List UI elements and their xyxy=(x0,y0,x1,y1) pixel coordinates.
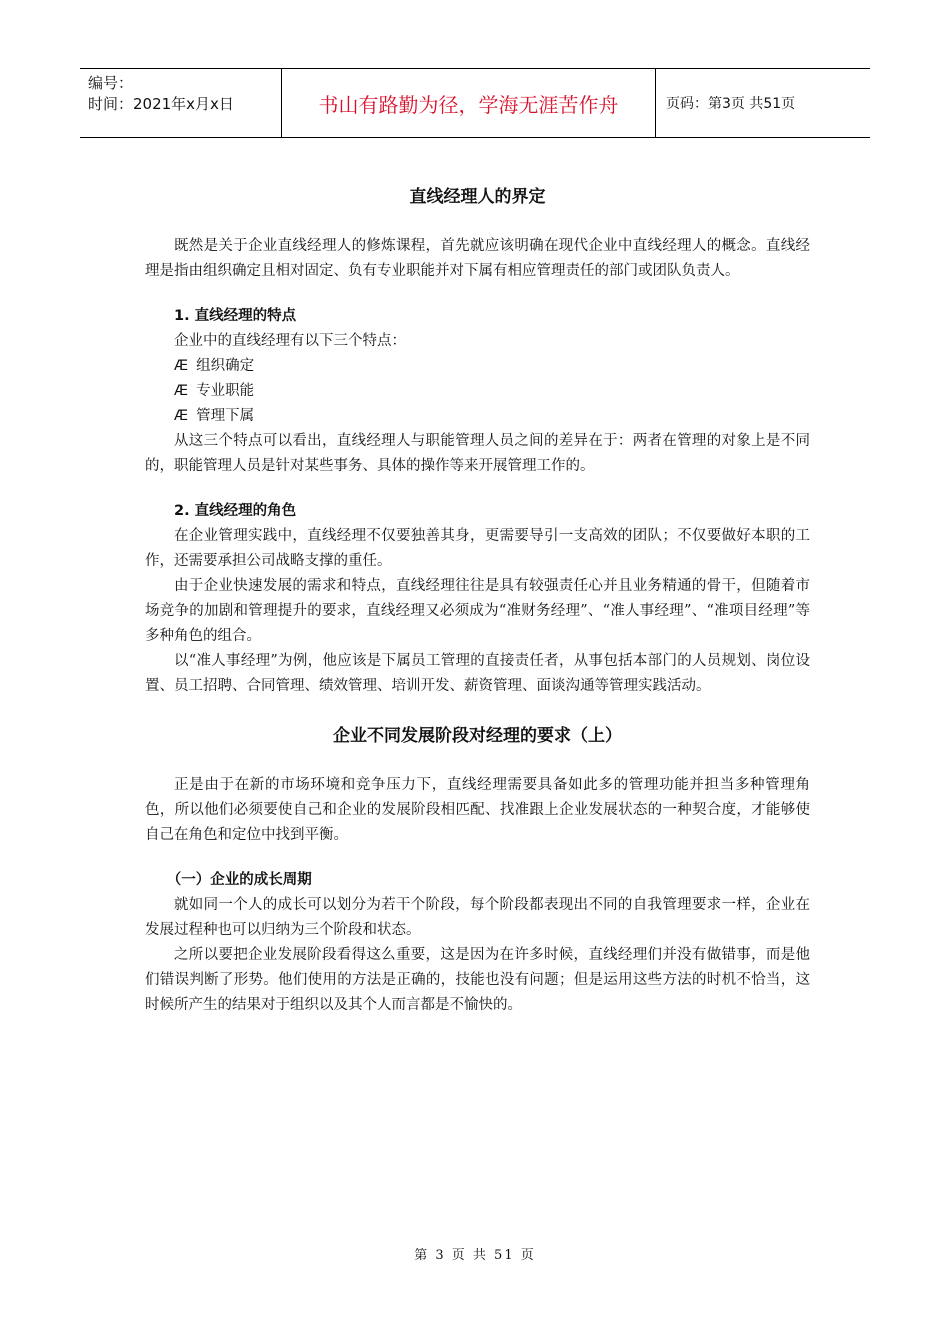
bullet-item xyxy=(145,379,810,404)
page-footer: 第 3 页 共 51 页 xyxy=(414,1248,536,1263)
growth-paragraph: 之所以要把企业发展阶段看得这么重要，这是因为在许多时候，直线经理们并没有做错事，而是他们错误判断了形势。他们使用的方法是正确的，技能也没有问题；但是运用这些方法的时机不恰当，这时候所产生的结果对于组织以及其个人而言都是不愉快的。 xyxy=(145,947,810,1013)
header-number-label: 编号： xyxy=(88,74,134,92)
characteristics-conclusion: 从这三个特点可以看出，直线经理人与职能管理人员之间的差异在于：两者在管理的对象上是不同的，职能管理人员是针对某些事务、具体的操作等来开展管理工作的。 xyxy=(145,433,810,474)
subheading-characteristics: 1. 直线经理的特点 xyxy=(174,308,297,324)
bullet-mark: Æ xyxy=(174,383,189,399)
bullet-text: 专业职能 xyxy=(196,383,255,399)
roles-paragraph: 以“准人事经理”为例，他应该是下属员工管理的直接责任者，从事包括本部门的人员规划、岗位设置、员工招聘、合同管理、绩效管理、培训开发、薪资管理、面谈沟通等管理实践活动。 xyxy=(145,653,810,694)
header-page-info: 页码：第3页 共51页 xyxy=(666,96,796,112)
section1-intro: 既然是关于企业直线经理人的修炼课程，首先就应该明确在现代企业中直线经理人的概念。直线经理是指由组织确定且相对固定、负有专业职能并对下属有相应管理责任的部门或团队负责人。 xyxy=(145,238,810,279)
subheading-growth-cycle: （一）企业的成长周期 xyxy=(166,872,312,888)
subheading-roles: 2. 直线经理的角色 xyxy=(174,503,297,519)
page-header xyxy=(80,68,870,138)
characteristics-lead: 企业中的直线经理有以下三个特点： xyxy=(174,333,406,349)
bullet-mark: Æ xyxy=(174,358,189,374)
header-motto: 书山有路勤为径，学海无涯苦作舟 xyxy=(281,69,656,137)
bullet-mark: Æ xyxy=(174,408,189,424)
header-time-label: 时间：2021年x月x日 xyxy=(88,95,234,113)
bullet-text: 管理下属 xyxy=(196,408,255,424)
roles-paragraph: 在企业管理实践中，直线经理不仅要独善其身，更需要导引一支高效的团队；不仅要做好本职的工作，还需要承担公司战略支撑的重任。 xyxy=(145,528,810,569)
bullet-item xyxy=(145,404,810,429)
header-meta xyxy=(80,69,281,137)
document-body xyxy=(145,182,810,1018)
section-title-1: 直线经理人的界定 xyxy=(409,187,546,207)
bullet-item xyxy=(145,354,810,379)
bullet-text: 组织确定 xyxy=(196,358,255,374)
section-title-2: 企业不同发展阶段对经理的要求（上） xyxy=(333,726,622,746)
roles-paragraph: 由于企业快速发展的需求和特点，直线经理往往是具有较强责任心并且业务精通的骨干，但随着市场竞争的加剧和管理提升的要求，直线经理又必须成为“准财务经理”、“准人事经理”、“准项目经理”等多种角色的组合。 xyxy=(145,578,810,644)
growth-paragraph: 就如同一个人的成长可以划分为若干个阶段，每个阶段都表现出不同的自我管理要求一样，企业在发展过程种也可以归纳为三个阶段和状态。 xyxy=(145,897,810,938)
section2-intro: 正是由于在新的市场环境和竞争压力下，直线经理需要具备如此多的管理功能并担当多种管理角色，所以他们必须要使自己和企业的发展阶段相匹配、找准跟上企业发展状态的一种契合度，才能够使自己在角色和定位中找到平衡。 xyxy=(145,777,810,843)
